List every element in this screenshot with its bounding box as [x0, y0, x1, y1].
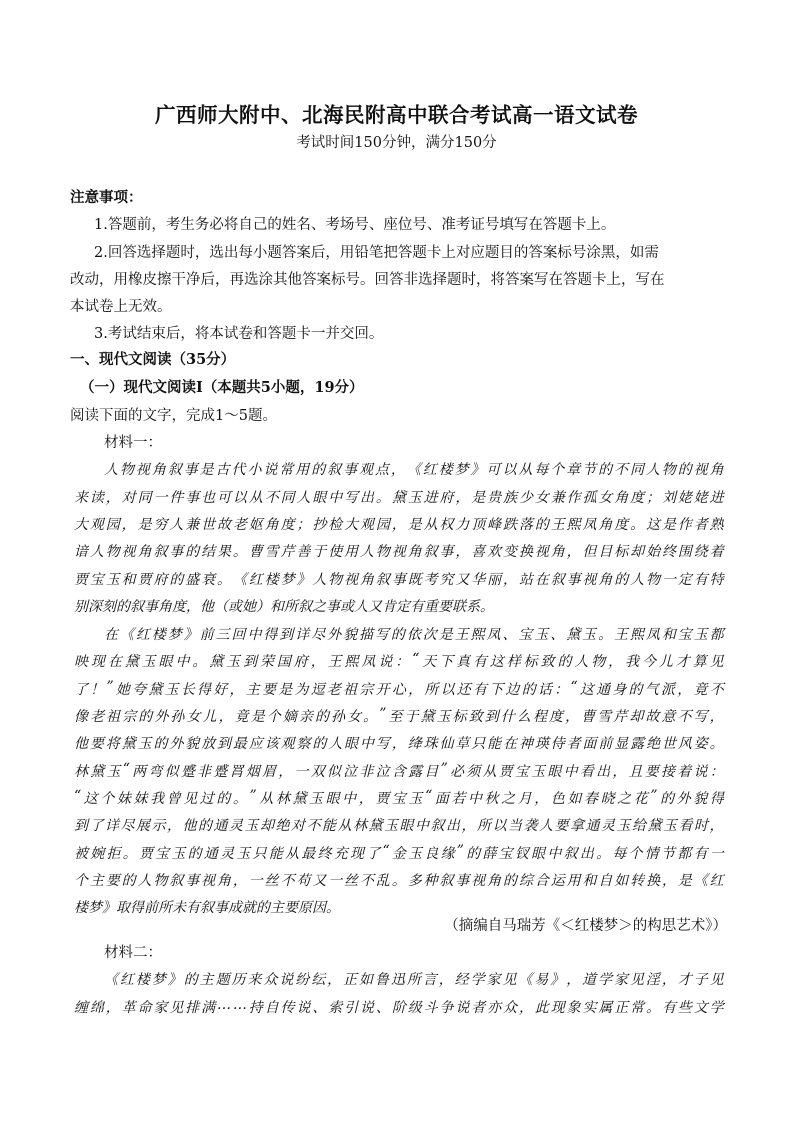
material1-label: 材料一：	[104, 435, 162, 451]
note-line: 1.答题前，考生务必将自己的姓名、考场号、座位号、准考证号填写在答题卡上。	[94, 217, 616, 233]
exam-subtitle: 考试时间150分钟，满分150分	[296, 135, 497, 151]
text-line: 映 现 在 黛 玉 眼 中 。 黛 玉 到 荣 国 府 ， 王 熙 凤 说 ： “ 天 下 真 有 这 样 标 致 的 人 物 ， 我 今 儿 才 算 见	[74, 651, 724, 670]
reading-instruction: 阅读下面的文字，完成1～5题。	[70, 408, 277, 424]
note-line: 3.考试结束后，将本试卷和答题卡一并交回。	[94, 326, 384, 342]
note-line: 本试卷上无效。	[70, 299, 172, 315]
text-line: 人 物 视 角 叙 事 是 古 代 小 说 常 用 的 叙 事 观 点 ， 《 红 楼 梦 》 可 以 从 每 个 章 节 的 不 同 人 物 的 视 角	[104, 462, 724, 478]
text-line: 他 要 将 黛 玉 的 外 貌 放 到 最 应 该 观 察 的 人 眼 中 写 ， 绛 珠 仙 草 只 能 在 神 瑛 侍 者 面 前 显 露 绝 世 风 姿 。	[74, 736, 724, 752]
text-line: 在 《 红 楼 梦 》 前 三 回 中 得 到 详 尽 外 貌 描 写 的 依 次 是 王 熙 凤 、 宝 玉 、 黛 玉 。 王 熙 凤 和 宝 玉 都	[104, 627, 724, 643]
text-line: 像 老 祖 宗 的 外 孙 女 儿 ， 竟 是 个 嫡 亲 的 孙 女 。 ” 至 于 黛 玉 标 致 到 什 么 程 度 ， 曹 雪 芹 却 故 意 不 写 ，	[74, 706, 724, 725]
text-line: 缠 绵 ， 革 命 家 见 排 满 … … 持 自 传 说 、 索 引 说 、 阶 级 斗 争 说 者 亦 众 ， 此 现 象 实 属 正 常 。 有 些 文 学	[74, 997, 724, 1016]
text-line: 别深刻的叙事角度，他（或她）和所叙之事或人又肯定有重要联系。	[74, 599, 494, 615]
text-line: 谙 人 物 视 角 叙 事 的 结 果 。 曹 雪 芹 善 于 使 用 人 物 视 角 叙 事 ， 喜 欢 变 换 视 角 ， 但 目 标 却 始 终 围 绕 着	[74, 544, 724, 560]
exam-title: 广西师大附中、北海民附高中联合考试高一语文试卷	[155, 103, 638, 127]
material1-source: （摘编自马瑞芳《＜红楼梦＞的构思艺术》）	[444, 918, 727, 934]
text-line: 了 ！ ” 她 夸 黛 玉 长 得 好 ， 主 要 是 为 逗 老 祖 宗 开 心 ， 所 以 还 有 下 边 的 话 ： “ 这 通 身 的 气 派 ， 竟 不	[74, 679, 724, 698]
section-heading: 一、现代文阅读（35分）	[70, 351, 236, 368]
text-line: 林 黛 玉 “ 两 弯 似 蹙 非 蹙 罥 烟 眉 ， 一 双 似 泣 非 泣 含 露 目 ” 必 须 从 贾 宝 玉 眼 中 看 出 ， 且 要 接 着 说 ：	[74, 761, 724, 780]
subsection-heading: （一）现代文阅读Ⅰ（本题共5小题，19分）	[80, 379, 364, 396]
text-line: 个 主 要 的 人 物 叙 事 视 角 ， 一 丝 不 苟 又 一 丝 不 乱 。 多 种 叙 事 视 角 的 综 合 运 用 和 自 如 转 换 ， 是 《 红	[74, 873, 724, 889]
text-line: 来 读 ， 对 同 一 件 事 也 可 以 从 不 同 人 眼 中 写 出 。 黛 玉 进 府 ， 是 贵 族 少 女 兼 作 孤 女 角 度 ； 刘 姥 姥 进	[74, 490, 724, 506]
note-line: 2.回答选择题时，选出每小题答案后，用铅笔把答题卡上对应题目的答案标号涂黑，如需	[94, 245, 659, 261]
text-line: 到 了 详 尽 展 示 ， 他 的 通 灵 玉 却 绝 对 不 能 从 林 黛 玉 眼 中 叙 出 ， 所 以 当 袭 人 要 拿 通 灵 玉 给 黛 玉 看 时 ，	[74, 818, 724, 834]
material2-label: 材料二：	[104, 945, 162, 961]
text-line: 被 婉 拒 。 贾 宝 玉 的 通 灵 玉 只 能 从 最 终 充 现 了 “ 金 玉 良 缘 ” 的 薛 宝 钗 眼 中 叙 出 。 每 个 情 节 都 有 一	[74, 843, 724, 862]
text-line: 楼梦》取得前所未有叙事成就的主要原因。	[74, 900, 340, 916]
note-line: 改动，用橡皮擦干净后，再选涂其他答案标号。回答非选择题时，将答案写在答题卡上，写在	[70, 272, 665, 288]
notes-heading: 注意事项：	[70, 189, 143, 206]
text-line: 《 红 楼 梦 》 的 主 题 历 来 众 说 纷 纭 ， 正 如 鲁 迅 所 言 ， 经 学 家 见 《 易 》 ， 道 学 家 见 淫 ， 才 子 见	[104, 972, 724, 988]
text-line: 贾 宝 玉 和 贾 府 的 盛 衰 。 《 红 楼 梦 》 人 物 视 角 叙 事 既 考 究 又 华 丽 ， 站 在 叙 事 视 角 的 人 物 一 定 有 特	[74, 572, 724, 588]
text-line: “ 这 个 妹 妹 我 曾 见 过 的 。 ” 从 林 黛 玉 眼 中 ， 贾 宝 玉 “ 面 若 中 秋 之 月 ， 色 如 春 晓 之 花 ” 的 外 貌 得	[74, 788, 724, 807]
text-line: 大 观 园 ， 是 穷 人 兼 世 故 老 妪 角 度 ； 抄 检 大 观 园 ， 是 从 权 力 顶 峰 跌 落 的 王 熙 凤 角 度 。 这 是 作 者 熟	[74, 517, 724, 533]
